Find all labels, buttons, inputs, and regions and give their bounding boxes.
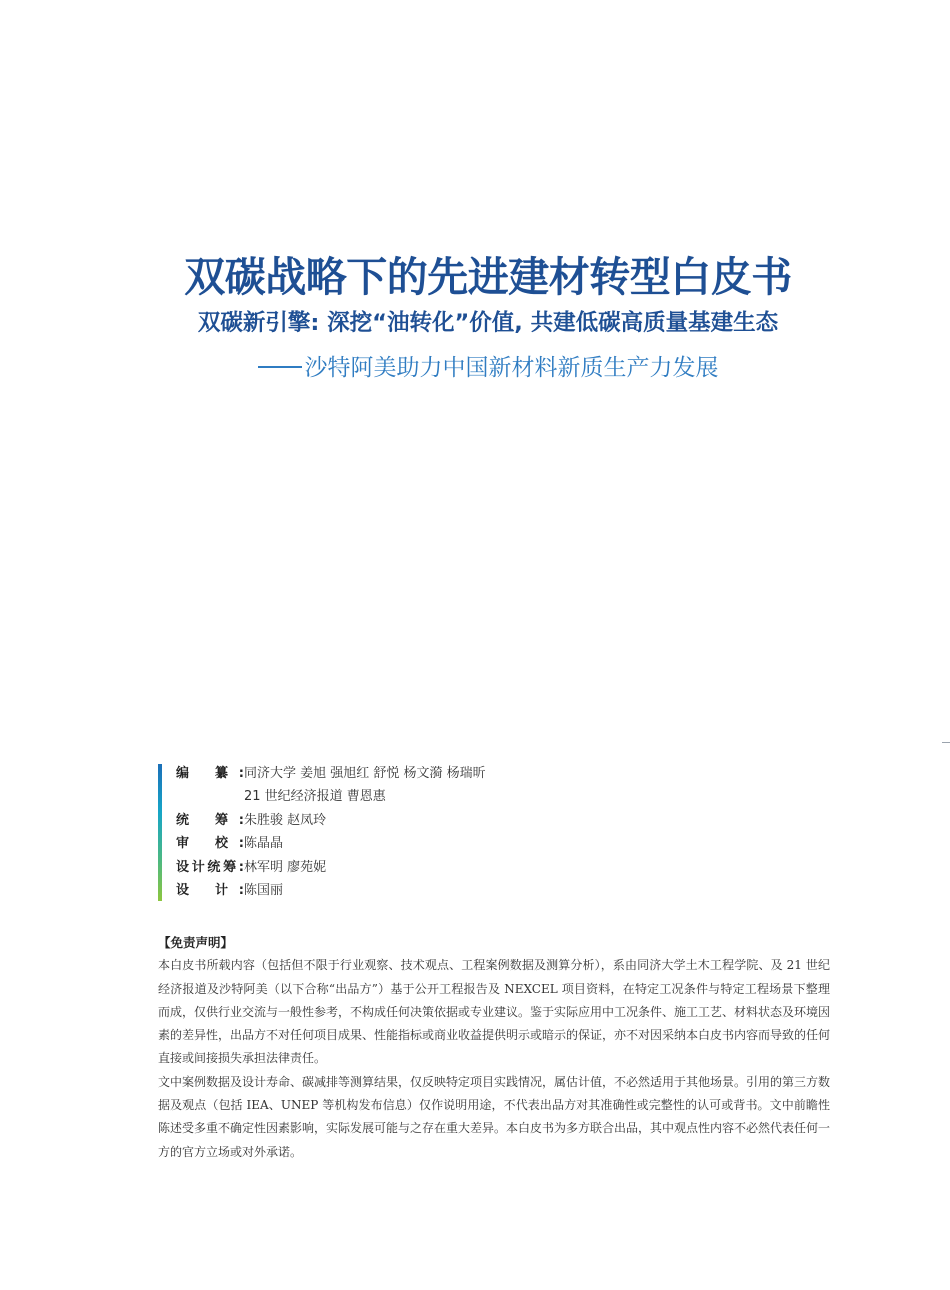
credit-label: 统 筹: xyxy=(176,813,244,828)
disclaimer-paragraph: 本白皮书所载内容（包括但不限于行业观察、技术观点、工程案例数据及测算分析），系由同济大学土木工程学院、及 21 世纪经济报道及沙特阿美（以下合称“出品方”）基于公开工程报告及 NEXCEL 项目资料，在特定工况条件与特定工程场景下整理而成，仅供行业交流与一般性参考，不构成任何决策依据或专业建议。鉴于实际应用中工况条件、施工工艺、材料状态及环境因素的差异性，出品方不对任何项目成果、性能指标或商业收益提供明示或暗示的保证，亦不对因采纳本白皮书内容而导致的任何直接或间接损失承担法律责任。 xyxy=(158,958,831,1066)
credit-value: 林军明 廖苑妮 xyxy=(244,860,327,875)
credit-value: 陈国丽 xyxy=(244,883,284,898)
disclaimer-heading: 【免责声明】 xyxy=(158,935,234,950)
credit-label: 设计统筹: xyxy=(176,860,244,875)
credit-value: 21 世纪经济报道 曹恩惠 xyxy=(244,789,386,804)
disclaimer-section xyxy=(158,931,830,1164)
page-tagline xyxy=(0,351,950,385)
credit-row-editors xyxy=(176,764,486,784)
credit-row-editors-2 xyxy=(176,787,386,807)
credit-value: 同济大学 姜旭 强旭红 舒悦 杨文漪 杨瑞昕 xyxy=(244,766,486,781)
disclaimer-paragraph: 文中案例数据及设计寿命、碳减排等测算结果，仅反映特定项目实践情况，属估计值，不必然适用于其他场景。引用的第三方数据及观点（包括 IEA、UNEP 等机构发布信息）仅作说明用途，不代表出品方对其准确性或完整性的认可或背书。文中前瞻性陈述受多重不确定性因素影响，实际发展可能与之存在重大差异。本白皮书为多方联合出品，其中观点性内容不必然代表任何一方的官方立场或对外承诺。 xyxy=(158,1074,831,1159)
credit-row-design-coordination xyxy=(176,858,326,878)
credit-row-design xyxy=(176,881,283,901)
tagline-text: 沙特阿美助力中国新材料新质生产力发展 xyxy=(304,355,719,381)
credit-label: 审 校: xyxy=(176,836,244,851)
page-edge-mark xyxy=(942,742,950,743)
credit-value: 陈晶晶 xyxy=(244,836,284,851)
credits-block xyxy=(158,764,658,901)
page-subtitle: 双碳新引擎: 深挖“油转化”价值, 共建低碳高质量基建生态 xyxy=(197,310,779,336)
credit-value: 朱胜骏 赵凤玲 xyxy=(244,813,327,828)
credit-row-review xyxy=(176,834,283,854)
page-title: 双碳战略下的先进建材转型白皮书 xyxy=(184,253,792,301)
credits-accent-bar xyxy=(158,764,162,901)
credit-row-coordination xyxy=(176,811,326,831)
em-dash-rule xyxy=(258,366,302,368)
credit-label: 编 纂: xyxy=(176,766,244,781)
credit-label: 设 计: xyxy=(176,883,244,898)
